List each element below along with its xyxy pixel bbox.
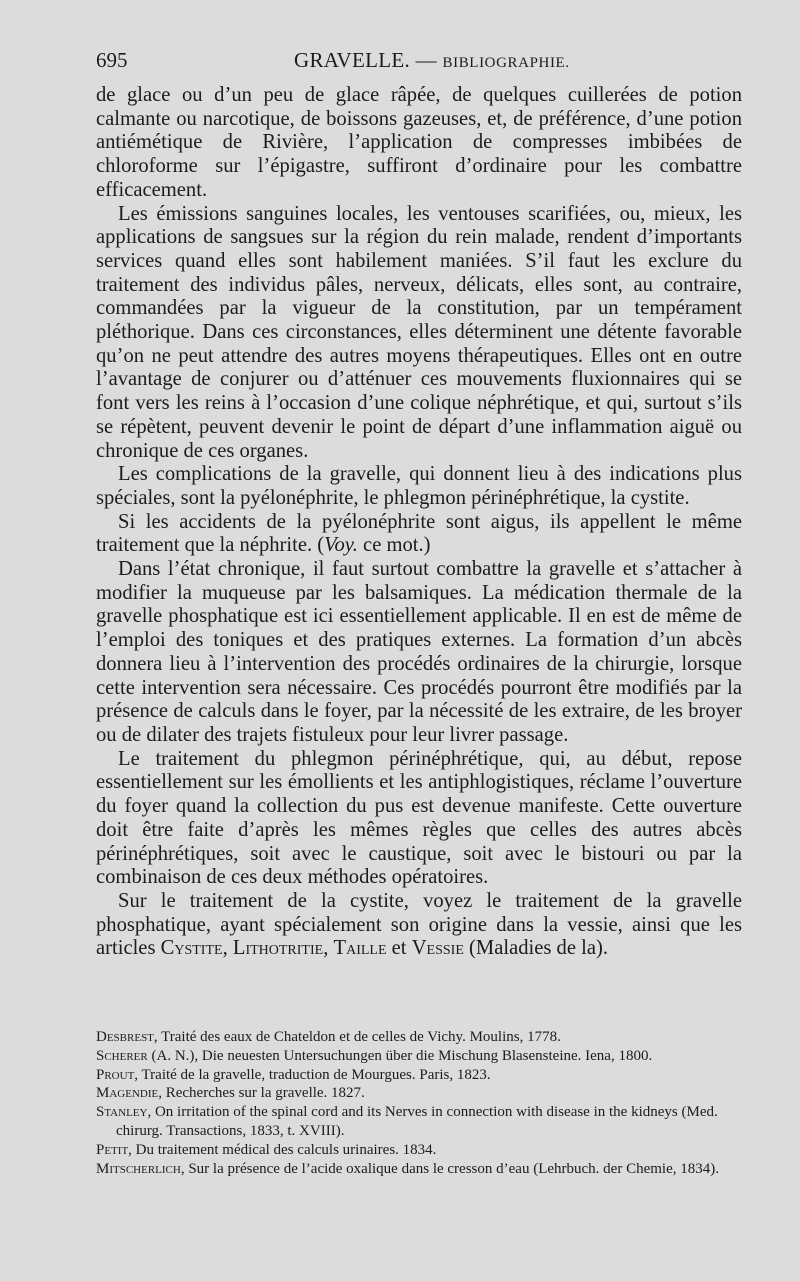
bibliography-text: (A. N.), Die neuesten Untersuchungen über die Mischung Blasensteine. Iena, 1800. [147,1047,653,1064]
article-ref-vessie: Vessie [411,937,464,960]
paragraph-3: Les complications de la gravelle, qui donnent lieu à des indications plus spéciales, sont la pyélonéphrite, le phlegmon périnéphrétique, la cystite. [96,463,742,509]
paragraph-5: Dans l’état chronique, il faut surtout combattre la gravelle et s’attacher à modifier la muqueuse par les balsamiques. La médication thermale de la gravelle phosphatique est ici essentiellement applicable. Il en est de même de l’emploi des toniques et des pratiques externes. La formation d’un abcès donnera lieu à l’intervention des procédés ordinaires de la chirurgie, lorsque cette intervention sera nécessaire. Ces procédés pourront être modifiés par la présence de calculs dans le foyer, par la nécessité de les extraire, de les broyer ou de dilater des trajets fistuleux pour leur livrer passage. [96,558,742,746]
page-number: 695 [96,48,128,72]
bibliography-author: Desbrest [96,1029,154,1045]
article-ref-lithotritie: Lithotritie [232,937,324,960]
voy-reference: Voy. [324,534,358,557]
bibliography-text: , Traité des eaux de Chateldon et de celles de Vichy. Moulins, 1778. [153,1029,561,1045]
bibliography-author: Stanley [96,1104,148,1121]
section-title: BIBLIOGRAPHIE. [442,55,570,71]
running-header [96,48,742,76]
bibliography-author: Petit [96,1141,129,1158]
paragraph-6: Le traitement du phlegmon périnéphrétique, qui, au début, repose essentiellement sur les émollients et les antiphlogistiques, réclame l’ouverture du foyer quand la collection du pus est devenue manifeste. Cette ouverture doit être faite d’après les mêmes règles que celles des autres abcès périnéphrétiques, soit avec le caustique, soit avec le bistouri ou par la combinaison de ces deux méthodes opératoires. [96,747,742,889]
bibliography-text: , Du traitement médical des calculs urinaires. 1834. [128,1141,437,1158]
sep-et: et [386,937,412,960]
bibliography-text: , On irritation of the spinal cord and its Nerves in connection with disease in the kidneys (Med. chirurg. Transactions, 1833, t. XVIII). [116,1104,718,1139]
paragraph-4 [96,511,742,558]
bibliography-entry [96,1141,756,1160]
sep-2: , [323,937,334,960]
paragraph-1: de glace ou d’un peu de glace râpée, de quelques cuillerées de potion calmante ou narcotique, de boissons gazeuses, et, de préférence, d’une potion antiémétique de Rivière, l’application de compresses imbibées de chloroforme sur l’épigastre, suffiront d’ordinaire pour les combattre efficacement. [96,84,742,201]
sep-1: , [222,937,233,960]
chapter-title: GRAVELLE. [294,48,411,72]
bibliography-text: , Recherches sur la gravelle. 1827. [158,1085,365,1102]
bibliography-author: Mitscherlich [96,1160,181,1177]
article-ref-taille: Taille [333,937,387,960]
paragraph-7-text: Sur le traitement de la cystite, voyez le traitement de la gravelle phosphatique, ayant spécialement son origine dans la vessie, ainsi que les articles [96,889,742,960]
bibliography-entry [96,1028,756,1047]
article-ref-cystite: Cystite [160,937,223,960]
paragraph-7 [96,890,742,961]
paragraph-4-text-a: Si les accidents de la pyélonéphrite sont aigus, ils appellent le même traitement que la néphrite. ( [96,510,742,557]
bibliography-entry [96,1160,756,1179]
paragraph-4-text-b: ce mot.) [357,534,431,557]
bibliography-entry [96,1103,756,1141]
bibliography-text: , Traité de la gravelle, traduction de Mourgues. Paris, 1823. [134,1066,491,1083]
body-text [96,84,742,961]
running-title [294,48,570,73]
paragraph-7-end: (Maladies de la). [463,937,609,960]
title-dash: — [415,48,437,72]
bibliography [96,1028,756,1178]
bibliography-entry [96,1084,756,1103]
paragraph-2: Les émissions sanguines locales, les ventouses scarifiées, ou, mieux, les applications de sangsues sur la région du rein malade, rendent d’importants services quand elles sont habilement maniées. S’il faut les exclure du traitement des individus pâles, nerveux, délicats, elles sont, au contraire, commandées par la vigueur de la constitution, par un tempérament pléthorique. Dans ces circonstances, elles déterminent une détente favorable qu’on ne peut attendre des autres moyens thérapeutiques. Elles ont en outre l’avantage de conjurer ou d’atténuer ces mouvements fluxionnaires qui se font vers les reins à l’occasion d’une colique néphrétique, et qui, surtout s’ils se répètent, peuvent devenir le point de départ d’une inflammation aiguë ou chronique de ces organes. [96,202,742,462]
bibliography-text: , Sur la présence de l’acide oxalique dans le cresson d’eau (Lehrbuch. der Chemie, 1834). [180,1160,719,1177]
bibliography-entry [96,1047,756,1066]
bibliography-entry [96,1066,756,1085]
bibliography-author: Scherer [96,1047,148,1064]
bibliography-author: Magendie [96,1085,159,1102]
bibliography-author: Prout [96,1066,135,1083]
